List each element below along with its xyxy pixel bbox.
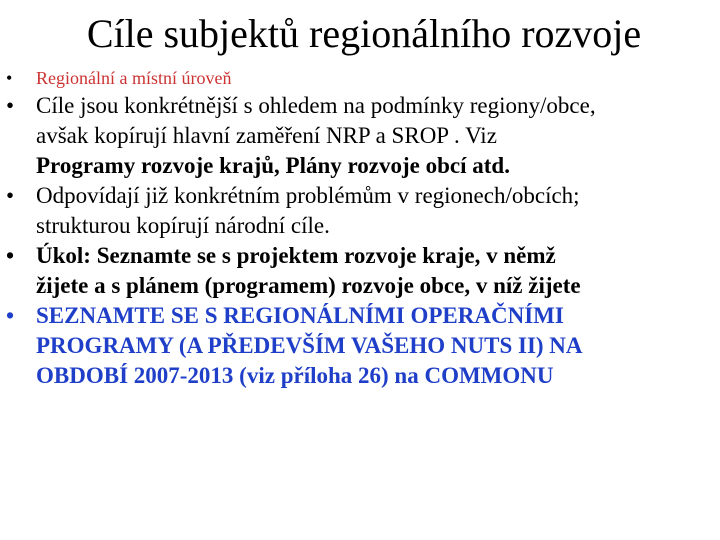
- bullet-icon: •: [6, 183, 15, 208]
- item-text: PROGRAMY (A PŘEDEVŠÍM VAŠEHO NUTS II) NA: [36, 333, 583, 358]
- list-item-correspond-problems: [0, 181, 720, 241]
- item-text: Regionální a místní úroveň: [36, 68, 232, 88]
- item-text: Cíle jsou konkrétnější s ohledem na podmínky regiony/obce,: [36, 93, 596, 118]
- bullet-icon: •: [6, 93, 15, 118]
- bullet-icon: •: [6, 68, 13, 88]
- list-item-regional-level: [0, 65, 720, 91]
- item-text: OBDOBÍ 2007-2013 (viz příloha 26) na COMMONU: [36, 363, 554, 388]
- item-text-bold: Programy rozvoje krajů, Plány rozvoje obcí atd.: [36, 153, 510, 178]
- item-text: žijete a s plánem (programem) rozvoje obce, v níž žijete: [36, 273, 581, 298]
- list-item-operational-programs: [0, 301, 720, 391]
- slide-title: Cíle subjektů regionálního rozvoje: [86, 11, 642, 56]
- item-text: Úkol: Seznamte se s projektem rozvoje kraje, v němž: [36, 243, 556, 268]
- bullet-icon: •: [6, 243, 15, 268]
- item-text: strukturou kopírují národní cíle.: [36, 213, 330, 238]
- bullet-icon: •: [6, 303, 15, 328]
- item-text: SEZNAMTE SE S REGIONÁLNÍMI OPERAČNÍMI: [36, 303, 564, 328]
- item-text: avšak kopírují hlavní zaměření NRP a SROP . Viz: [36, 123, 497, 148]
- item-text: Odpovídají již konkrétním problémům v regionech/obcích;: [36, 183, 580, 208]
- list-item-task: [0, 241, 720, 301]
- bullet-list: [0, 65, 720, 391]
- list-item-goals-concrete: [0, 91, 720, 181]
